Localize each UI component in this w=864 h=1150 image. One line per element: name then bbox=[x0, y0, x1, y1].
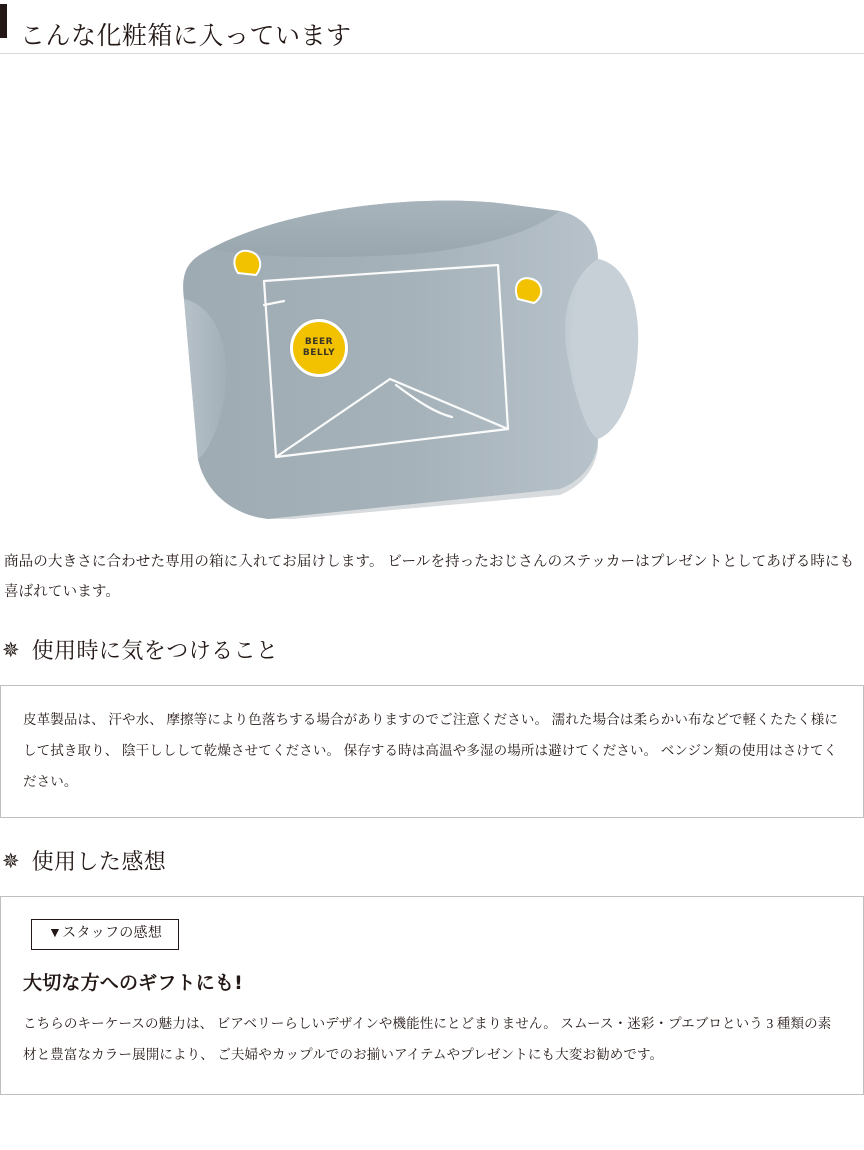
care-note-box bbox=[0, 685, 864, 818]
brand-sticker bbox=[290, 319, 348, 377]
review-heading-label: 使用した感想 bbox=[31, 848, 167, 874]
asterisk-icon: ✵ bbox=[2, 849, 20, 873]
sticker-line-2: BELLY bbox=[302, 348, 336, 358]
staff-impression-tag: ▼スタッフの感想 bbox=[31, 919, 179, 950]
review-heading bbox=[0, 848, 864, 876]
care-heading bbox=[0, 637, 864, 665]
pillow-box-illustration bbox=[168, 189, 698, 519]
review-body: こちらのキーケースの魅力は、 ビアベリーらしいデザインや機能性にとどまりません。 スムース・迷彩・プエブロという 3 種類の素材と豊富なカラー展開により、 ご夫婦やカップルでのお揃いアイテムやプレゼントにも大変お勧めです。 bbox=[23, 1015, 832, 1062]
heading-accent-bar bbox=[0, 4, 7, 38]
sticker-line-1: BEER bbox=[304, 337, 334, 347]
review-box bbox=[0, 896, 864, 1095]
review-title: 大切な方へのギフトにも! bbox=[23, 971, 243, 994]
page-title: こんな化粧箱に入っています bbox=[20, 22, 352, 50]
care-heading-label: 使用時に気をつけること bbox=[31, 637, 279, 663]
pillow-box-svg bbox=[168, 189, 698, 519]
asterisk-icon: ✵ bbox=[2, 638, 20, 662]
section-heading-block bbox=[0, 0, 864, 54]
product-image-area bbox=[0, 54, 864, 532]
product-caption: 商品の大きさに合わせた専用の箱に入れてお届けします。 ビールを持ったおじさんのステッカーはプレゼントとしてあげる時にも喜ばれています。 bbox=[4, 553, 855, 600]
care-note-text: 皮革製品は、 汗や水、 摩擦等により色落ちする場合がありますのでご注意ください。 濡れた場合は柔らかい布などで軽くたたく様にして拭き取り、 陰干ししして乾燥させてください。 保存する時は高温や多湿の場所は避けてください。 ベンジン類の使用はさけてください。 bbox=[23, 711, 838, 789]
